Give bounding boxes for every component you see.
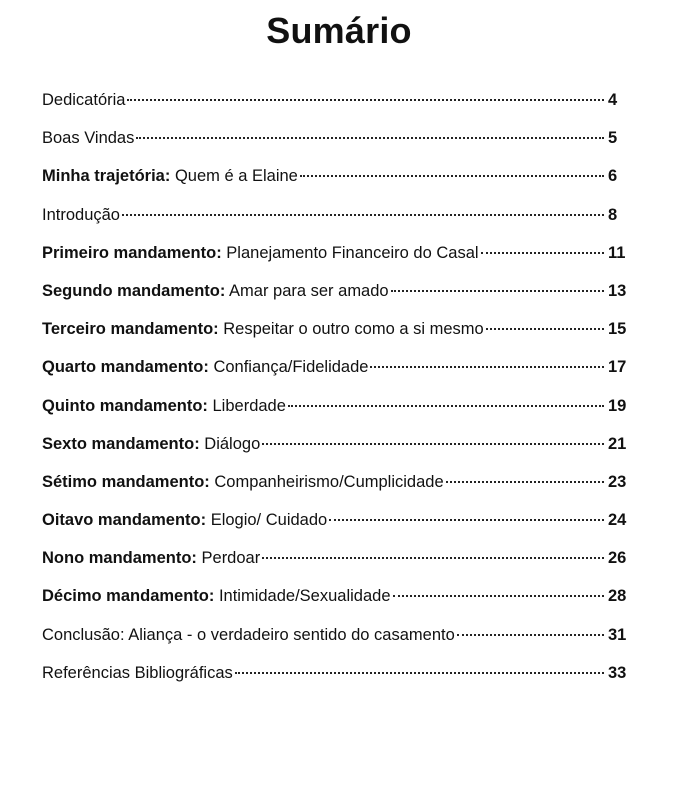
toc-page-number: 19 <box>608 396 627 415</box>
toc-entry-text <box>42 88 125 112</box>
toc-entry-label: Boas Vindas <box>42 129 135 148</box>
toc-page-number: 15 <box>608 320 627 339</box>
toc-page-number: 5 <box>608 129 618 148</box>
toc-entry-quinto-mandamento <box>42 394 642 432</box>
dot-leader <box>262 557 604 559</box>
toc-entry-text <box>42 355 368 379</box>
toc-page-number: 21 <box>608 434 627 453</box>
toc-entry-bold-label: Décimo mandamento: <box>42 587 215 606</box>
toc-page-number: 11 <box>608 243 626 262</box>
toc-entry-bold-label: Sétimo mandamento: <box>42 472 210 491</box>
toc-entry-label: Introdução <box>42 205 120 224</box>
toc-entry-conclusao <box>42 623 642 661</box>
toc-entry-label: Amar para ser amado <box>225 281 389 300</box>
page-title: Sumário <box>266 10 412 51</box>
toc-page-number: 13 <box>608 281 627 300</box>
toc-entry-bold-label: Quinto mandamento: <box>42 396 208 415</box>
dot-leader <box>136 137 604 139</box>
toc-page-number: 23 <box>608 472 627 491</box>
table-of-contents <box>42 88 642 699</box>
toc-entry-text <box>42 241 479 265</box>
toc-entry-label: Diálogo <box>199 434 261 453</box>
toc-entry-label: Quem é a Elaine <box>170 167 298 186</box>
toc-entry-label: Confiança/Fidelidade <box>208 358 369 377</box>
toc-page-number: 31 <box>608 625 627 644</box>
toc-entry-bold-label: Quarto mandamento: <box>42 358 209 377</box>
toc-entry-bold-label: Terceiro mandamento: <box>42 320 219 339</box>
toc-entry-referencias <box>42 661 642 699</box>
toc-page-number: 28 <box>608 587 627 606</box>
dot-leader <box>370 366 604 368</box>
toc-page-number: 33 <box>608 663 627 682</box>
toc-page-number: 17 <box>608 358 627 377</box>
toc-page-number: 6 <box>608 167 618 186</box>
toc-entry-label: Respeitar o outro como a si mesmo <box>218 320 484 339</box>
dot-leader <box>391 290 604 292</box>
toc-entry-terceiro-mandamento <box>42 317 642 355</box>
toc-entry-introducao <box>42 203 642 241</box>
dot-leader <box>262 443 604 445</box>
toc-entry-label: Perdoar <box>196 549 261 568</box>
toc-entry-text <box>42 126 134 150</box>
toc-entry-dedicatoria <box>42 88 642 126</box>
toc-entry-oitavo-mandamento <box>42 508 642 546</box>
toc-entry-segundo-mandamento <box>42 279 642 317</box>
toc-entry-text <box>42 164 298 188</box>
toc-entry-text <box>42 470 444 494</box>
toc-entry-sexto-mandamento <box>42 432 642 470</box>
dot-leader <box>481 252 604 254</box>
toc-entry-bold-label: Sexto mandamento: <box>42 434 200 453</box>
dot-leader <box>486 328 604 330</box>
dot-leader <box>288 405 604 407</box>
dot-leader <box>122 214 604 216</box>
toc-entry-quarto-mandamento <box>42 355 642 393</box>
toc-entry-label: Liberdade <box>207 396 286 415</box>
dot-leader <box>127 99 604 101</box>
dot-leader <box>393 595 605 597</box>
toc-entry-text <box>42 432 260 456</box>
toc-entry-label: Planejamento Financeiro do Casal <box>221 243 479 262</box>
dot-leader <box>235 672 604 674</box>
toc-entry-text <box>42 203 120 227</box>
dot-leader <box>329 519 604 521</box>
toc-entry-text <box>42 508 327 532</box>
toc-entry-label: Intimidade/Sexualidade <box>214 587 391 606</box>
toc-entry-text <box>42 661 233 685</box>
toc-entry-label: Companheirismo/Cumplicidade <box>209 472 444 491</box>
toc-entry-bold-label: Segundo mandamento: <box>42 281 226 300</box>
toc-entry-text <box>42 394 286 418</box>
toc-entry-text <box>42 279 389 303</box>
toc-entry-decimo-mandamento <box>42 584 642 622</box>
dot-leader <box>457 634 604 636</box>
toc-entry-label: Elogio/ Cuidado <box>206 511 328 530</box>
toc-entry-primeiro-mandamento <box>42 241 642 279</box>
toc-entry-label: Referências Bibliográficas <box>42 663 233 682</box>
toc-page-number: 24 <box>608 511 627 530</box>
toc-entry-bold-label: Minha trajetória: <box>42 167 171 186</box>
toc-entry-boas-vindas <box>42 126 642 164</box>
toc-entry-text <box>42 584 391 608</box>
toc-page-number: 4 <box>608 91 618 109</box>
toc-entry-text <box>42 546 260 570</box>
dot-leader <box>446 481 604 483</box>
toc-entry-text <box>42 623 455 647</box>
toc-page-number: 8 <box>608 205 618 224</box>
toc-page-number: 26 <box>608 549 627 568</box>
toc-entry-bold-label: Primeiro mandamento: <box>42 243 222 262</box>
toc-entry-label: Dedicatória <box>42 91 126 109</box>
toc-entry-nono-mandamento <box>42 546 642 584</box>
toc-entry-bold-label: Nono mandamento: <box>42 549 197 568</box>
dot-leader <box>300 175 604 177</box>
toc-entry-bold-label: Oitavo mandamento: <box>42 511 207 530</box>
toc-entry-minha-trajetoria <box>42 164 642 202</box>
toc-entry-text <box>42 317 484 341</box>
toc-entry-setimo-mandamento <box>42 470 642 508</box>
toc-entry-label: Conclusão: Aliança - o verdadeiro sentido do casamento <box>42 625 455 644</box>
